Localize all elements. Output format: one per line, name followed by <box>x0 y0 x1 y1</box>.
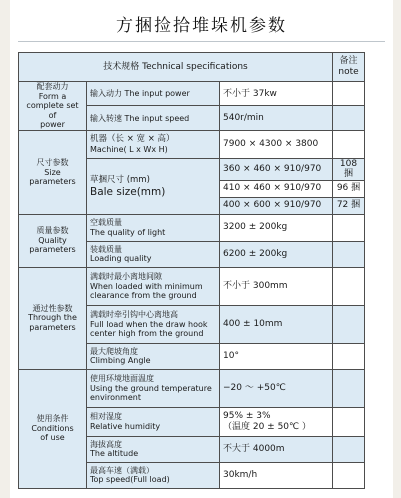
note-cell <box>333 343 365 369</box>
note-cell <box>333 214 365 241</box>
note-header-en: note <box>338 67 359 77</box>
category-through: 通过性参数 Through the parameters <box>19 267 87 369</box>
note-bale-count-1: 108 捆 <box>333 158 365 180</box>
value-ground-clearance: 不小于 300mm <box>220 267 333 305</box>
table-row <box>19 214 365 241</box>
item-input-speed: 输入转速 The input speed <box>87 106 220 130</box>
value-bale-size-2: 410 × 460 × 910/970 <box>220 180 333 197</box>
category-quality: 质量参数 Quality parameters <box>19 214 87 267</box>
item-bale-size: 草捆尺寸 (mm) Bale size(mm) <box>87 158 220 214</box>
value-altitude: 不大于 4000m <box>220 436 333 462</box>
note-cell <box>333 436 365 462</box>
value-light-quality: 3200 ± 200kg <box>220 214 333 241</box>
value-relative-humidity: 95% ± 3% （温度 20 ± 50℃ ） <box>220 407 333 436</box>
item-climbing-angle: 最大爬坡角度 Climbing Angle <box>87 343 220 369</box>
note-cell <box>333 369 365 407</box>
value-bale-size-1: 360 × 460 × 910/970 <box>220 158 333 180</box>
table-row <box>19 130 365 158</box>
item-hook-height: 满载时牵引钩中心离地高 Full load when the draw hook center high from the ground <box>87 305 220 343</box>
note-cell <box>333 462 365 488</box>
note-cell <box>333 106 365 130</box>
item-machine-dimensions: 机器（长 × 宽 × 高） Machine( L x Wx H) <box>87 130 220 158</box>
note-cell <box>333 130 365 158</box>
value-input-speed: 540r/min <box>220 106 333 130</box>
category-size: 尺寸参数 Size parameters <box>19 130 87 214</box>
note-cell <box>333 267 365 305</box>
item-ground-clearance: 满载时最小离地间隙 When loaded with minimum clearance from the ground <box>87 267 220 305</box>
value-bale-size-3: 400 × 600 × 910/970 <box>220 197 333 214</box>
value-top-speed: 30km/h <box>220 462 333 488</box>
value-climbing-angle: 10° <box>220 343 333 369</box>
value-hook-height: 400 ± 10mm <box>220 305 333 343</box>
note-cell <box>333 305 365 343</box>
note-header <box>333 53 365 82</box>
page-title: 方捆捡拾堆垛机参数 <box>116 15 287 36</box>
item-loading-quality: 装载质量 Loading quality <box>87 241 220 267</box>
category-conditions: 使用条件 Conditions of use <box>19 369 87 488</box>
note-cell <box>333 407 365 436</box>
value-input-power: 不小于 37kw <box>220 82 333 106</box>
note-cell <box>333 82 365 106</box>
note-cell <box>333 241 365 267</box>
category-power: 配套动力 Form a complete set of power <box>19 82 87 131</box>
note-bale-count-2: 96 捆 <box>333 180 365 197</box>
value-ground-temperature: −20 ～ +50℃ <box>220 369 333 407</box>
item-input-power: 输入动力 The input power <box>87 82 220 106</box>
item-ground-temperature: 使用环境地面温度 Using the ground temperature environment <box>87 369 220 407</box>
title-divider <box>18 41 385 42</box>
table-row <box>19 369 365 407</box>
value-loading-quality: 6200 ± 200kg <box>220 241 333 267</box>
spec-header: 技术规格 Technical specifications <box>19 53 333 82</box>
note-header-cn: 备注 <box>339 56 358 67</box>
table-row <box>19 267 365 305</box>
table-header <box>19 53 365 82</box>
item-top-speed: 最高车速（满载） Top speed(Full load) <box>87 462 220 488</box>
item-light-quality: 空载质量 The quality of light <box>87 214 220 241</box>
item-relative-humidity: 相对湿度 Relative humidity <box>87 407 220 436</box>
value-machine-dimensions: 7900 × 4300 × 3800 <box>220 130 333 158</box>
item-altitude: 海拔高度 The altitude <box>87 436 220 462</box>
table-row <box>19 82 365 106</box>
note-bale-count-3: 72 捆 <box>333 197 365 214</box>
spec-table <box>18 52 365 489</box>
